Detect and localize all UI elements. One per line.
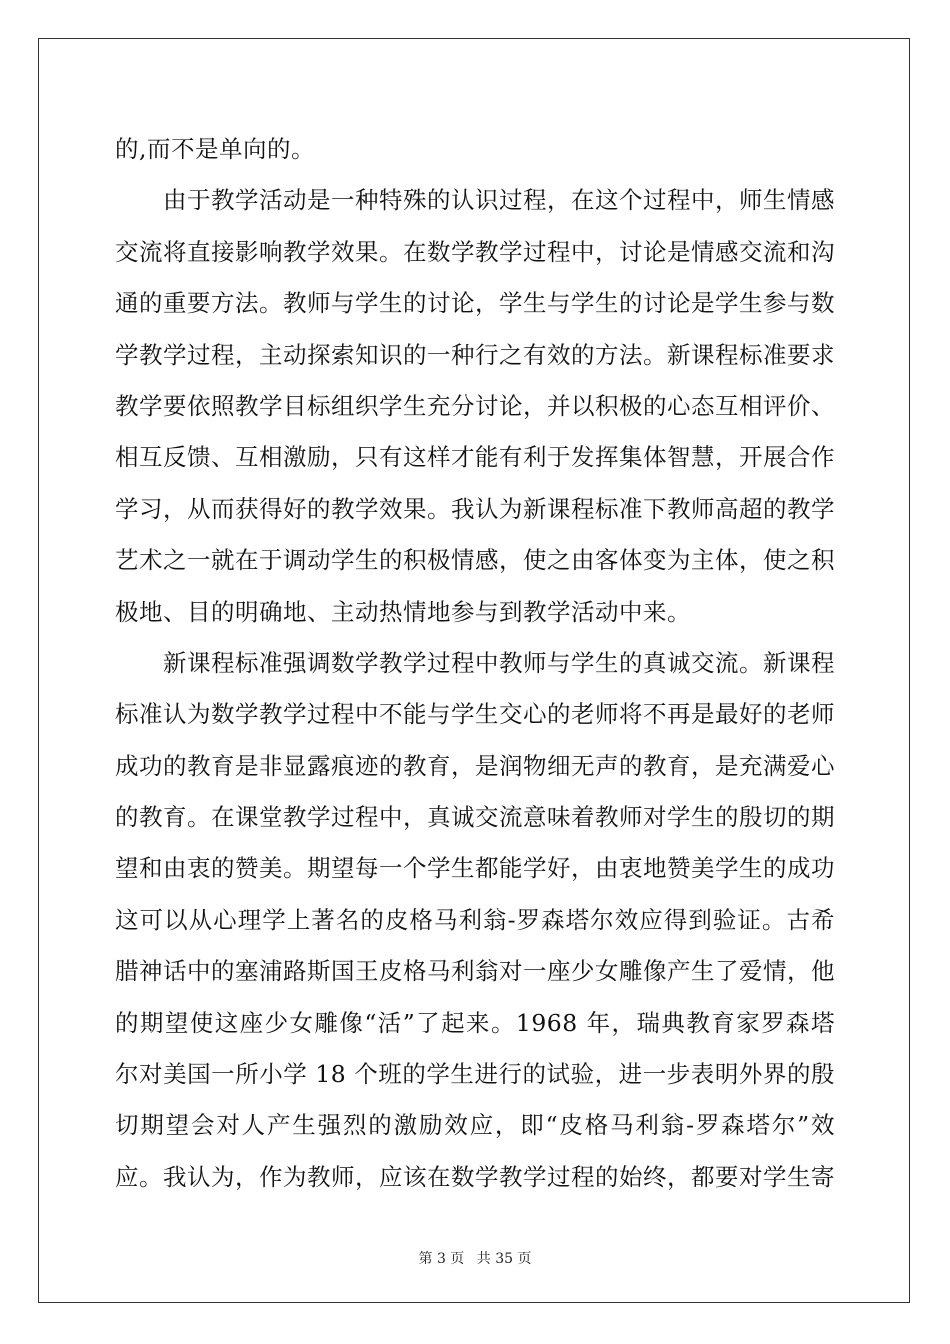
text-line: 腊神话中的塞浦路斯国王皮格马利翁对一座少女雕像产生了爱情，他 <box>115 957 835 986</box>
text-line: 的期望使这座少女雕像“活”了起来。1968 年，瑞典教育家罗森塔 <box>115 1008 835 1037</box>
current-page-number: 第 3 页 <box>418 1251 465 1267</box>
text-line: 艺术之一就在于调动学生的积极情感，使之由客体变为主体，使之积 <box>115 546 835 575</box>
text-line: 教学要依照教学目标组织学生充分讨论，并以积极的心态互相评价、 <box>115 391 835 420</box>
text-line: 学习，从而获得好的教学效果。我认为新课程标准下教师高超的教学 <box>115 494 835 523</box>
page-footer <box>0 1248 950 1268</box>
text-line: 尔对美国一所小学 18 个班的学生进行的试验，进一步表明外界的殷 <box>115 1060 835 1089</box>
text-line: 学教学过程，主动探索知识的一种行之有效的方法。新课程标准要求 <box>115 340 835 369</box>
text-line: 的教育。在课堂教学过程中，真诚交流意味着教师对学生的殷切的期 <box>115 803 835 832</box>
text-line: 的,而不是单向的。 <box>115 135 315 163</box>
total-page-count: 共 35 页 <box>476 1251 532 1267</box>
text-line: 成功的教育是非显露痕迹的教育，是润物细无声的教育，是充满爱心 <box>115 751 835 780</box>
text-line: 极地、目的明确地、主动热情地参与到教学活动中来。 <box>115 597 691 626</box>
text-line: 新课程标准强调数学教学过程中教师与学生的真诚交流。新课程 <box>163 648 835 677</box>
text-line: 这可以从心理学上著名的皮格马利翁-罗森塔尔效应得到验证。古希 <box>115 905 835 934</box>
document-body <box>115 124 835 1203</box>
text-line: 标准认为数学教学过程中不能与学生交心的老师将不再是最好的老师 <box>115 700 835 729</box>
text-line: 应。我认为，作为教师，应该在数学教学过程的始终，都要对学生寄 <box>115 1162 835 1191</box>
text-line: 望和由衷的赞美。期望每一个学生都能学好，由衷地赞美学生的成功 <box>115 854 835 883</box>
text-line: 切期望会对人产生强烈的激励效应，即“皮格马利翁-罗森塔尔”效 <box>115 1111 835 1140</box>
text-line: 相互反馈、互相激励，只有这样才能有利于发挥集体智慧，开展合作 <box>115 443 835 472</box>
text-line: 通的重要方法。教师与学生的讨论，学生与学生的讨论是学生参与数 <box>115 289 835 318</box>
text-line: 由于教学活动是一种特殊的认识过程，在这个过程中，师生情感 <box>163 186 835 215</box>
text-line: 交流将直接影响教学效果。在数学教学过程中，讨论是情感交流和沟 <box>115 237 835 266</box>
